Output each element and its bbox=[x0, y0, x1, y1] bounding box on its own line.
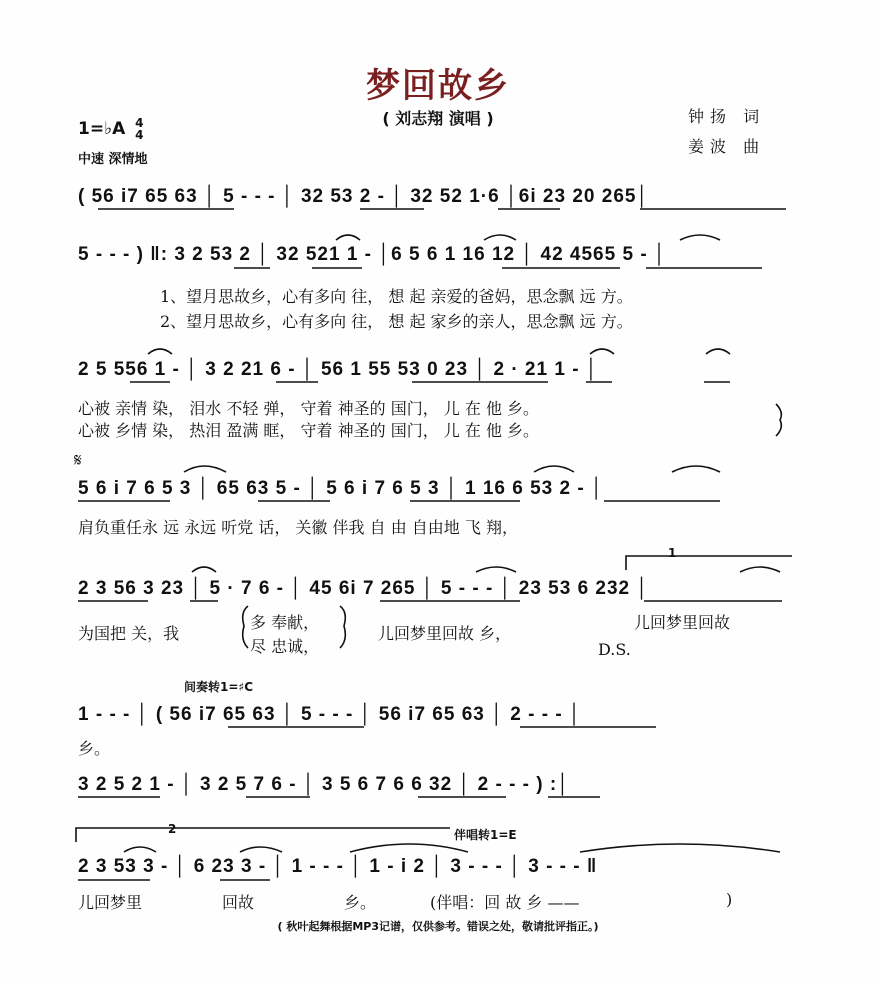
music-line-5: 2 3 56 3 23 │ 5 · 7 6 - │ 45 6i 7 265 │ 5 - - - │ 23 53 6 232 │ bbox=[78, 578, 650, 599]
lyric-line-6: 乡。 bbox=[78, 739, 111, 758]
composer-credit: 姜波 曲 bbox=[688, 137, 766, 156]
lyric-line-3b: 心被 乡情 染， 热泪 盈满 眶， 守着 神圣的 国门， 儿 在 他 乡。 bbox=[78, 421, 540, 440]
lyric-line-8c: 乡。 bbox=[344, 893, 377, 912]
transcriber-note: ( 秋叶起舞根据MP3记谱，仅供参考。错误之处，敬请批评指正。) bbox=[277, 920, 599, 933]
lyric-line-5d: 儿回梦里回故 乡， bbox=[378, 624, 512, 643]
lyric-verse-1: 1、望月思故乡，心有多向 往， 想 起 亲爱的爸妈，思念飘 远 方。 bbox=[160, 287, 633, 306]
key-label: 1=♭A bbox=[78, 119, 126, 139]
lyric-line-4: 肩负重任永 远 永远 听党 话， 关徽 伴我 自 由 自由地 飞 翔， bbox=[78, 518, 518, 537]
page-title: 梦回故乡 bbox=[366, 66, 510, 106]
lyric-line-8d: (伴唱：回 故 乡 —— bbox=[430, 893, 580, 912]
performer-line: ( 刘志翔 演唱 ) bbox=[382, 109, 494, 128]
music-line-7: 3 2 5 2 1 - │ 3 2 5 7 6 - │ 3 5 6 7 6 6 32 │ 2 - - - ) :│ bbox=[78, 774, 571, 795]
volta-2-label: 2 bbox=[168, 822, 177, 836]
volta-1-label: 1 bbox=[668, 546, 677, 560]
lyric-line-5a: 为国把 关，我 bbox=[78, 624, 180, 643]
music-line-2: 5 - - - ) ‖: 3 2 53 2 │ 32 521 1 - │6 5 6 1 16 12 │ 42 4565 5 - │ bbox=[78, 244, 667, 265]
lyric-line-8a: 儿回梦里 bbox=[78, 893, 143, 912]
music-line-8: 2 3 53 3 - │ 6 23 3 - │ 1 - - - │ 1 - i 2 │ 3 - - - │ 3 - - - ‖ bbox=[78, 856, 598, 877]
lyric-line-5b: 多 奉献， bbox=[250, 613, 320, 632]
music-line-6: 1 - - - │ ( 56 i7 65 63 │ 5 - - - │ 56 i7 65 63 │ 2 - - - │ bbox=[78, 704, 582, 725]
lyric-line-5e: 儿回梦里回故 bbox=[634, 613, 731, 632]
lyric-line-5c: 尽 忠诚， bbox=[250, 637, 320, 656]
backing-key-change: 伴唱转1=E bbox=[454, 828, 517, 842]
lyric-verse-2: 2、望月思故乡，心有多向 往， 想 起 家乡的亲人，思念飘 远 方。 bbox=[160, 312, 633, 331]
time-bottom: 4 bbox=[135, 128, 144, 142]
lyricist-credit: 钟扬 词 bbox=[688, 107, 766, 126]
music-line-1: ( 56 i7 65 63 │ 5 - - - │ 32 53 2 - │ 32 52 1·6 │6i 23 20 265│ bbox=[78, 186, 650, 207]
segno-sign: 𝄋 bbox=[74, 450, 82, 471]
tempo-marking: 中速 深情地 bbox=[78, 152, 148, 167]
interlude-key-change: 间奏转1=♯C bbox=[184, 680, 254, 694]
lyric-line-3a: 心被 亲情 染， 泪水 不轻 弹， 守着 神圣的 国门， 儿 在 他 乡。 bbox=[78, 399, 540, 418]
music-line-4: 5 6 i 7 6 5 3 │ 65 63 5 - │ 5 6 i 7 6 5 3 │ 1 16 6 53 2 - │ bbox=[78, 478, 604, 499]
time-top: 4 bbox=[135, 116, 144, 130]
lyric-line-8b: 回故 bbox=[222, 893, 255, 912]
lyric-line-8e: ) bbox=[726, 890, 733, 909]
music-line-3: 2 5 556 1 - │ 3 2 21 6 - │ 56 1 55 53 0 23 │ 2 · 21 1 - │ bbox=[78, 359, 599, 380]
ds-marking: D.S. bbox=[598, 640, 631, 659]
